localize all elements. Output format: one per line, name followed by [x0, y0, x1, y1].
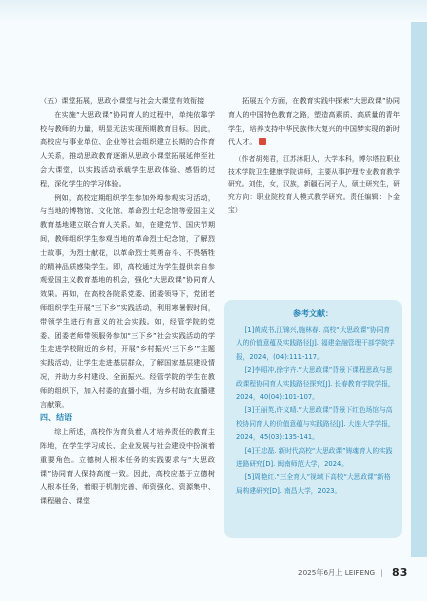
magazine-name: LEIFENG — [344, 568, 376, 577]
author-note-text: （作者胡苑君，江苏沐阳人，大学本科，博尔塔拉职业技术学院卫生健康学院讲师，主要从事护理专业教育教学研究。刘佳，女，汉族，新疆石河子人，硕士研究生，研究方向：职业院校育人模式教学研究。责任编辑：卜金宝） — [228, 155, 400, 214]
reference-item: [3]王丽英,许义晴.“大思政课”背景下红色场馆与高校协同育人的价值意蕴与实践路径[J]. 大连大学学报，2024，45(03):135-141。 — [236, 406, 395, 442]
left-column — [40, 94, 215, 508]
right-edge-color-bar — [411, 22, 427, 557]
page-footer — [298, 566, 407, 579]
subsection-title: （五）课堂拓展，思政小课堂与社会大课堂有效衔接 — [40, 96, 205, 105]
article-end-icon — [259, 138, 266, 145]
references-title: 参考文献： — [293, 309, 333, 318]
right-column — [228, 94, 400, 216]
reference-item: [4]王忠磊. 新时代高校“大思政课”铸魂育人的实践进路研究[D]. 闽南师范大学，2024。 — [236, 446, 393, 469]
paragraph: 例如，高校定期组织学生参加外埠参观实习活动，与当地的博物馆、文化馆、革命烈士纪念馆等爱国主义教育基地建立联合育人关系。如，在建党节、国庆节期间，教师组织学生参观当地的革命烈士纪念馆，了解烈士故事，为烈士献花，以革命烈士英勇奋斗、不畏牺牲的精神品质感染学生。即，高校通过为学生提供亲自参观爱国主义教育基地的机会，强化“大思政课”协同育人效果。再如，在高校各院系党委、团委领导下，党团老师组织学生开展“三下乡”实践活动，利用寒暑假时间，带领学生进行有意义的社会实践。如，经管学院的党委、团委老师带领服务参加“三下乡”社会实践活动的学生走进学校附近的乡村，开展“乡村振兴‘三下乡’”主题实践活动，让学生走进基层群众，了解国家基层建设情况，并助力乡村建设、全面振兴。经管学院的学生在教师的组织下，加入村委的直播小组，为乡村助农直播建言献策。 — [40, 192, 215, 409]
references-list — [236, 324, 396, 498]
references-box — [224, 300, 402, 538]
reference-item: [2]李昭冲,徐宇卉.“大思政课”背景下课程思政与思政课程协同育人实践路径探究[J]. 长春教育学院学报，2024，40(04):101-107。 — [236, 366, 395, 402]
paragraph: 综上所述，高校作为育负着人才培养责任的教育主阵地，在学生学习成长、企业发展与社会建设中扮演着重要角色。立德树人根本任务的实践要求与“大思政课”协同育人保持高度一致。因此，高校应基于立德树人根本任务，着眼于机制完善、师资强化、资源集中、课程融合、课堂 — [40, 427, 215, 506]
section-heading-conclusion: 四、结语 — [40, 413, 73, 423]
paragraph-text: 拓展五个方面，在教育实践中探索“大思政课”协同育人的中国特色教育之路，塑造高素质、高质量的青年学生，培养支持中华民族伟大复兴的中国梦实现的新时代人才。 — [228, 96, 400, 147]
reference-item: [5]周艳红.“三全育人”视域下高校“大思政课”新格局构建研究[D]. 南昌大学，2023。 — [236, 473, 391, 495]
footer-separator: | — [380, 568, 383, 577]
reference-item: [1]黄成书,江锦兴,施林春. 高校“大思政课”协同育人的价值意蕴及实践路径[J]. 福建金融管理干部学院学报，2024，(04):111-117。 — [236, 326, 395, 361]
author-note — [228, 153, 400, 216]
paragraph: 在实施“大思政课”协同育人的过程中，单纯依靠学校与教师的力量，明显无法实现预期教育目标。因此，高校应与事业单位、企业等社会组织建立长期的合作育人关系，推动思政教育逐渐从思政小课堂拓展延伸至社会大课堂，以实践活动承载学生思政体验、感悟的过程，深化学生的学习体验。 — [40, 109, 215, 188]
top-decoration-band — [0, 0, 427, 22]
paragraph — [228, 94, 400, 149]
page-number: 83 — [392, 566, 408, 579]
issue-date: 2025年6月上 — [298, 568, 343, 577]
